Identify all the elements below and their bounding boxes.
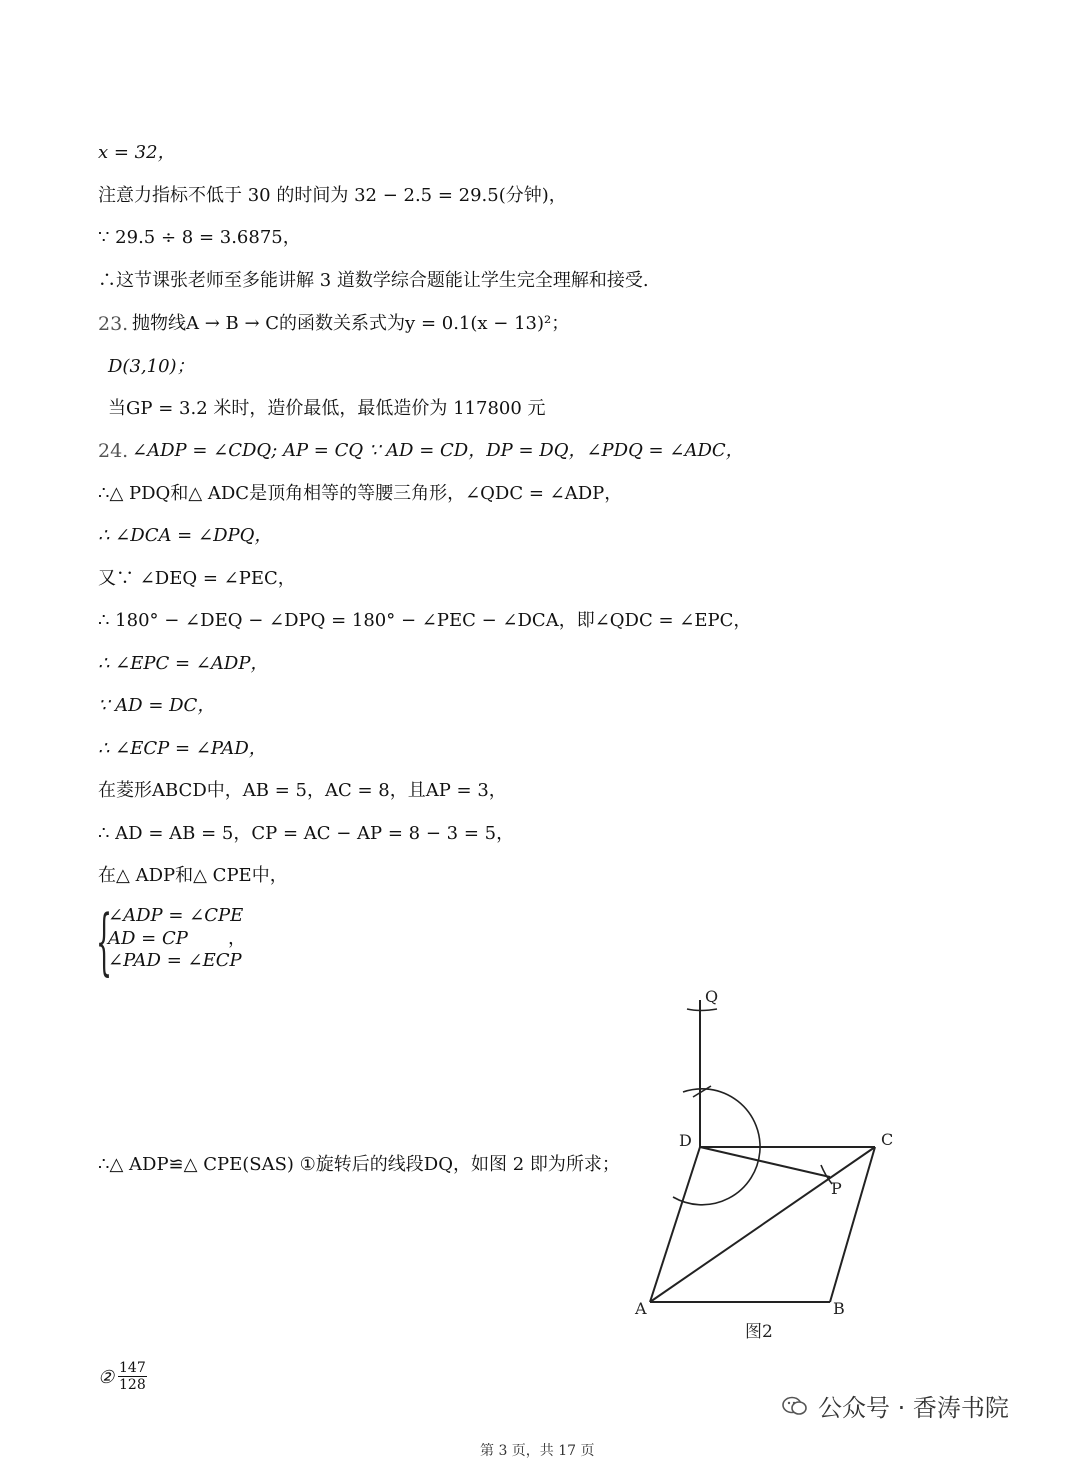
question-24-number: 24.	[98, 440, 129, 462]
segment-CB	[830, 1147, 875, 1302]
q24-line-10: ∴ AD = AB = 5，CP = AC − AP = 8 − 3 = 5，	[98, 823, 515, 844]
fraction-denominator: 128	[119, 1377, 146, 1393]
text-line-1: x = 32，	[98, 142, 176, 163]
q23-answer-1: 抛物线A → B → C的函数关系式为y = 0.1(x − 13)²；	[132, 313, 570, 334]
fraction-numerator: 147	[119, 1360, 146, 1376]
text-line-3: ∵ 29.5 ÷ 8 = 3.6875，	[98, 227, 301, 248]
label-P: P	[831, 1179, 842, 1198]
q24-line-6: ∴ ∠EPC = ∠ADP，	[98, 653, 269, 674]
geometry-figure-2	[625, 982, 915, 1347]
q23-answer-3: 当GP = 3.2 米时，造价最低，最低造价为 117800 元	[108, 398, 546, 419]
label-B: B	[833, 1299, 845, 1318]
label-A: A	[635, 1299, 647, 1318]
q24-line-4: 又∵ ∠DEQ = ∠PEC，	[98, 568, 296, 589]
text-line-2: 注意力指标不低于 30 的时间为 32 − 2.5 = 29.5(分钟)，	[98, 185, 567, 206]
q24-line-2: ∴△ PDQ和△ ADC是顶角相等的等腰三角形，∠QDC = ∠ADP，	[98, 483, 623, 504]
wechat-icon	[782, 1396, 808, 1416]
figure-caption: 图2	[745, 1322, 773, 1342]
label-D: D	[679, 1131, 692, 1150]
q24-line-5: ∴ 180° − ∠DEQ − ∠DPQ = 180° − ∠PEC − ∠DCA，即∠QDC = ∠EPC，	[98, 610, 752, 631]
arc-tick-upper	[693, 1086, 711, 1097]
system-brace: {	[96, 899, 113, 983]
compass-arc-q	[687, 1009, 717, 1011]
q24-line-3: ∴ ∠DCA = ∠DPQ，	[98, 525, 273, 546]
system-eq-2: AD = CP	[108, 928, 188, 949]
q23-answer-2: D(3,10)；	[108, 356, 195, 377]
q24-line-11: 在△ ADP和△ CPE中，	[98, 865, 288, 886]
q24-line-8: ∴ ∠ECP = ∠PAD，	[98, 738, 267, 759]
label-C: C	[881, 1130, 894, 1149]
text-line-4: ∴这节课张老师至多能讲解 3 道数学综合题能让学生完全理解和接受.	[98, 270, 649, 291]
system-eq-3: ∠PAD = ∠ECP	[108, 950, 242, 971]
page-footer: 第 3 页，共 17 页	[480, 1443, 595, 1459]
label-Q: Q	[705, 987, 719, 1006]
segment-AD	[650, 1147, 700, 1302]
q24-line-7: ∵ AD = DC，	[98, 695, 216, 716]
question-23-number: 23.	[98, 313, 129, 335]
system-eq-1: ∠ADP = ∠CPE	[108, 905, 244, 926]
segment-AC	[650, 1147, 875, 1302]
watermark-text: 公众号 · 香涛书院	[818, 1394, 1009, 1422]
q24-conclusion: ∴△ ADP≌△ CPE(SAS) ①旋转后的线段DQ，如图 2 即为所求；	[98, 1154, 620, 1175]
part-2-marker: ②	[98, 1367, 115, 1388]
segment-DP	[700, 1147, 830, 1177]
fraction-answer	[118, 1360, 147, 1393]
watermark	[782, 1388, 1009, 1423]
q24-line-1: ∠ADP = ∠CDQ; AP = CQ ∵ AD = CD，DP = DQ，∠PDQ = ∠ADC，	[132, 440, 744, 461]
q24-line-9: 在菱形ABCD中，AB = 5，AC = 8，且AP = 3，	[98, 780, 507, 801]
system-comma: ，	[228, 928, 246, 949]
